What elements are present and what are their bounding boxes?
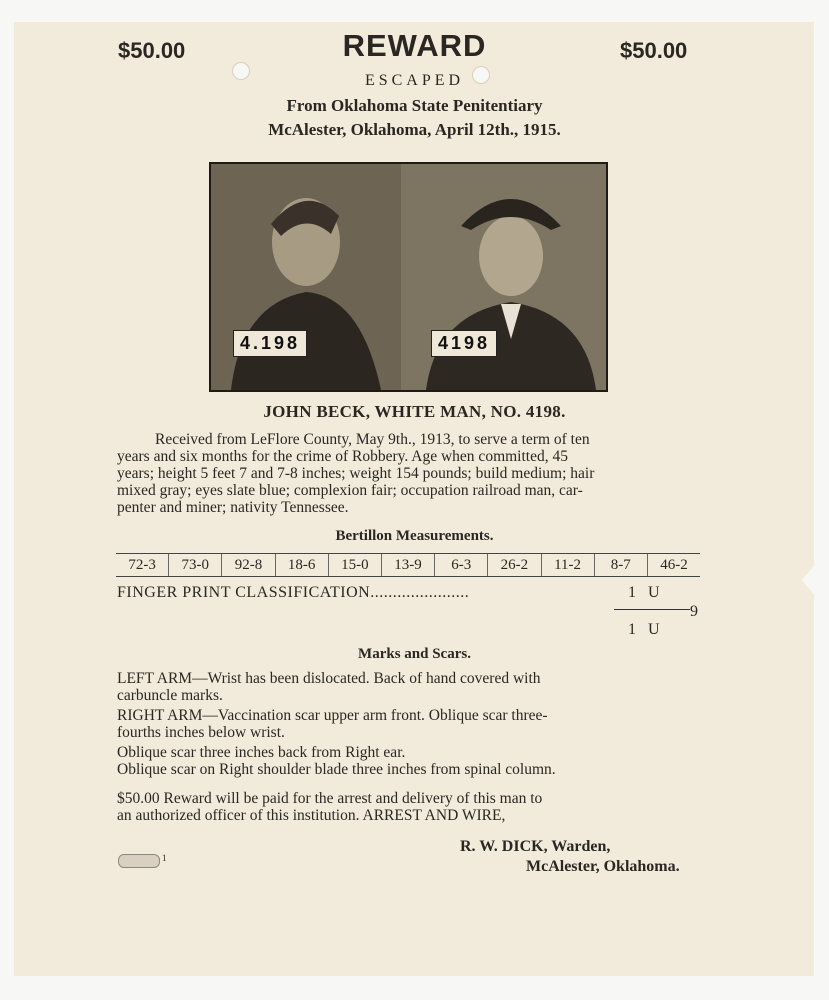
marks-heading: Marks and Scars.	[358, 646, 471, 662]
closing-line: an authorized officer of this institution. ARREST AND WIRE,	[117, 807, 506, 824]
id-plate-profile: 4.198	[233, 330, 307, 357]
description-line: Received from LeFlore County, May 9th., 1913, to serve a term of ten	[155, 431, 590, 448]
reward-title: REWARD	[342, 28, 487, 63]
fingerprint-leader-dots: ......................	[370, 584, 470, 601]
mark-line: Oblique scar on Right shoulder blade three inches from spinal column.	[117, 761, 556, 778]
fingerprint-fraction-line	[614, 609, 690, 610]
printer-mark-number: 1	[162, 853, 167, 863]
fingerprint-right-value: 9	[690, 603, 698, 620]
description-line: mixed gray; eyes slate blue; complexion fair; occupation railroad man, car-	[117, 482, 583, 499]
bertillon-heading: Bertillon Measurements.	[335, 528, 494, 544]
description-line: years; height 5 feet 7 and 7-8 inches; weight 154 pounds; build medium; hair	[117, 465, 595, 482]
institution-line: From Oklahoma State Penitentiary	[286, 96, 543, 115]
closing-paragraph	[117, 790, 699, 824]
reward-amount-right: $50.00	[620, 38, 688, 63]
signature-name: R. W. DICK, Warden,	[460, 838, 611, 855]
measurement-cell: 73-0	[169, 554, 222, 576]
measurement-cell: 8-7	[595, 554, 648, 576]
mark-line: fourths inches below wrist.	[117, 724, 285, 741]
place-date-line: McAlester, Oklahoma, April 12th., 1915.	[268, 120, 561, 139]
measurement-cell: 72-3	[116, 554, 169, 576]
fingerprint-label-row	[117, 584, 469, 602]
escaped-label: ESCAPED	[364, 72, 465, 89]
bertillon-measurements-row	[116, 553, 700, 577]
description-line: years and six months for the crime of Robbery. Age when committed, 45	[117, 448, 568, 465]
fingerprint-top-value: 1 U	[628, 584, 660, 601]
measurement-cell: 46-2	[660, 557, 688, 573]
measurement-cell: 26-2	[488, 554, 541, 576]
mugshot-photo	[209, 162, 608, 392]
reward-amount-left: $50.00	[118, 38, 186, 63]
fingerprint-bottom-value: 1 U	[628, 621, 660, 638]
mark-line: RIGHT ARM—Vaccination scar upper arm front. Oblique scar three-	[117, 707, 548, 724]
mark-line: Oblique scar three inches back from Right ear.	[117, 744, 406, 761]
measurement-cell: 18-6	[276, 554, 329, 576]
measurement-cell: 6-3	[435, 554, 488, 576]
marks-section	[117, 670, 699, 778]
mark-line: LEFT ARM—Wrist has been dislocated. Back of hand covered with	[117, 670, 541, 687]
mark-line: carbuncle marks.	[117, 687, 223, 704]
measurement-cell: 11-2	[542, 554, 595, 576]
subject-description	[117, 431, 699, 516]
closing-line: $50.00 Reward will be paid for the arrest and delivery of this man to	[117, 790, 543, 807]
printer-mark-icon	[118, 854, 160, 868]
measurement-cell: 92-8	[222, 554, 275, 576]
id-plate-front: 4198	[431, 330, 497, 357]
signature-place: McAlester, Oklahoma.	[526, 858, 680, 875]
subject-name-line: JOHN BECK, WHITE MAN, NO. 4198.	[263, 402, 566, 421]
measurement-cell: 13-9	[382, 554, 435, 576]
fingerprint-label: FINGER PRINT CLASSIFICATION	[117, 584, 371, 601]
measurement-cell: 15-0	[329, 554, 382, 576]
description-line: penter and miner; nativity Tennessee.	[117, 499, 349, 516]
